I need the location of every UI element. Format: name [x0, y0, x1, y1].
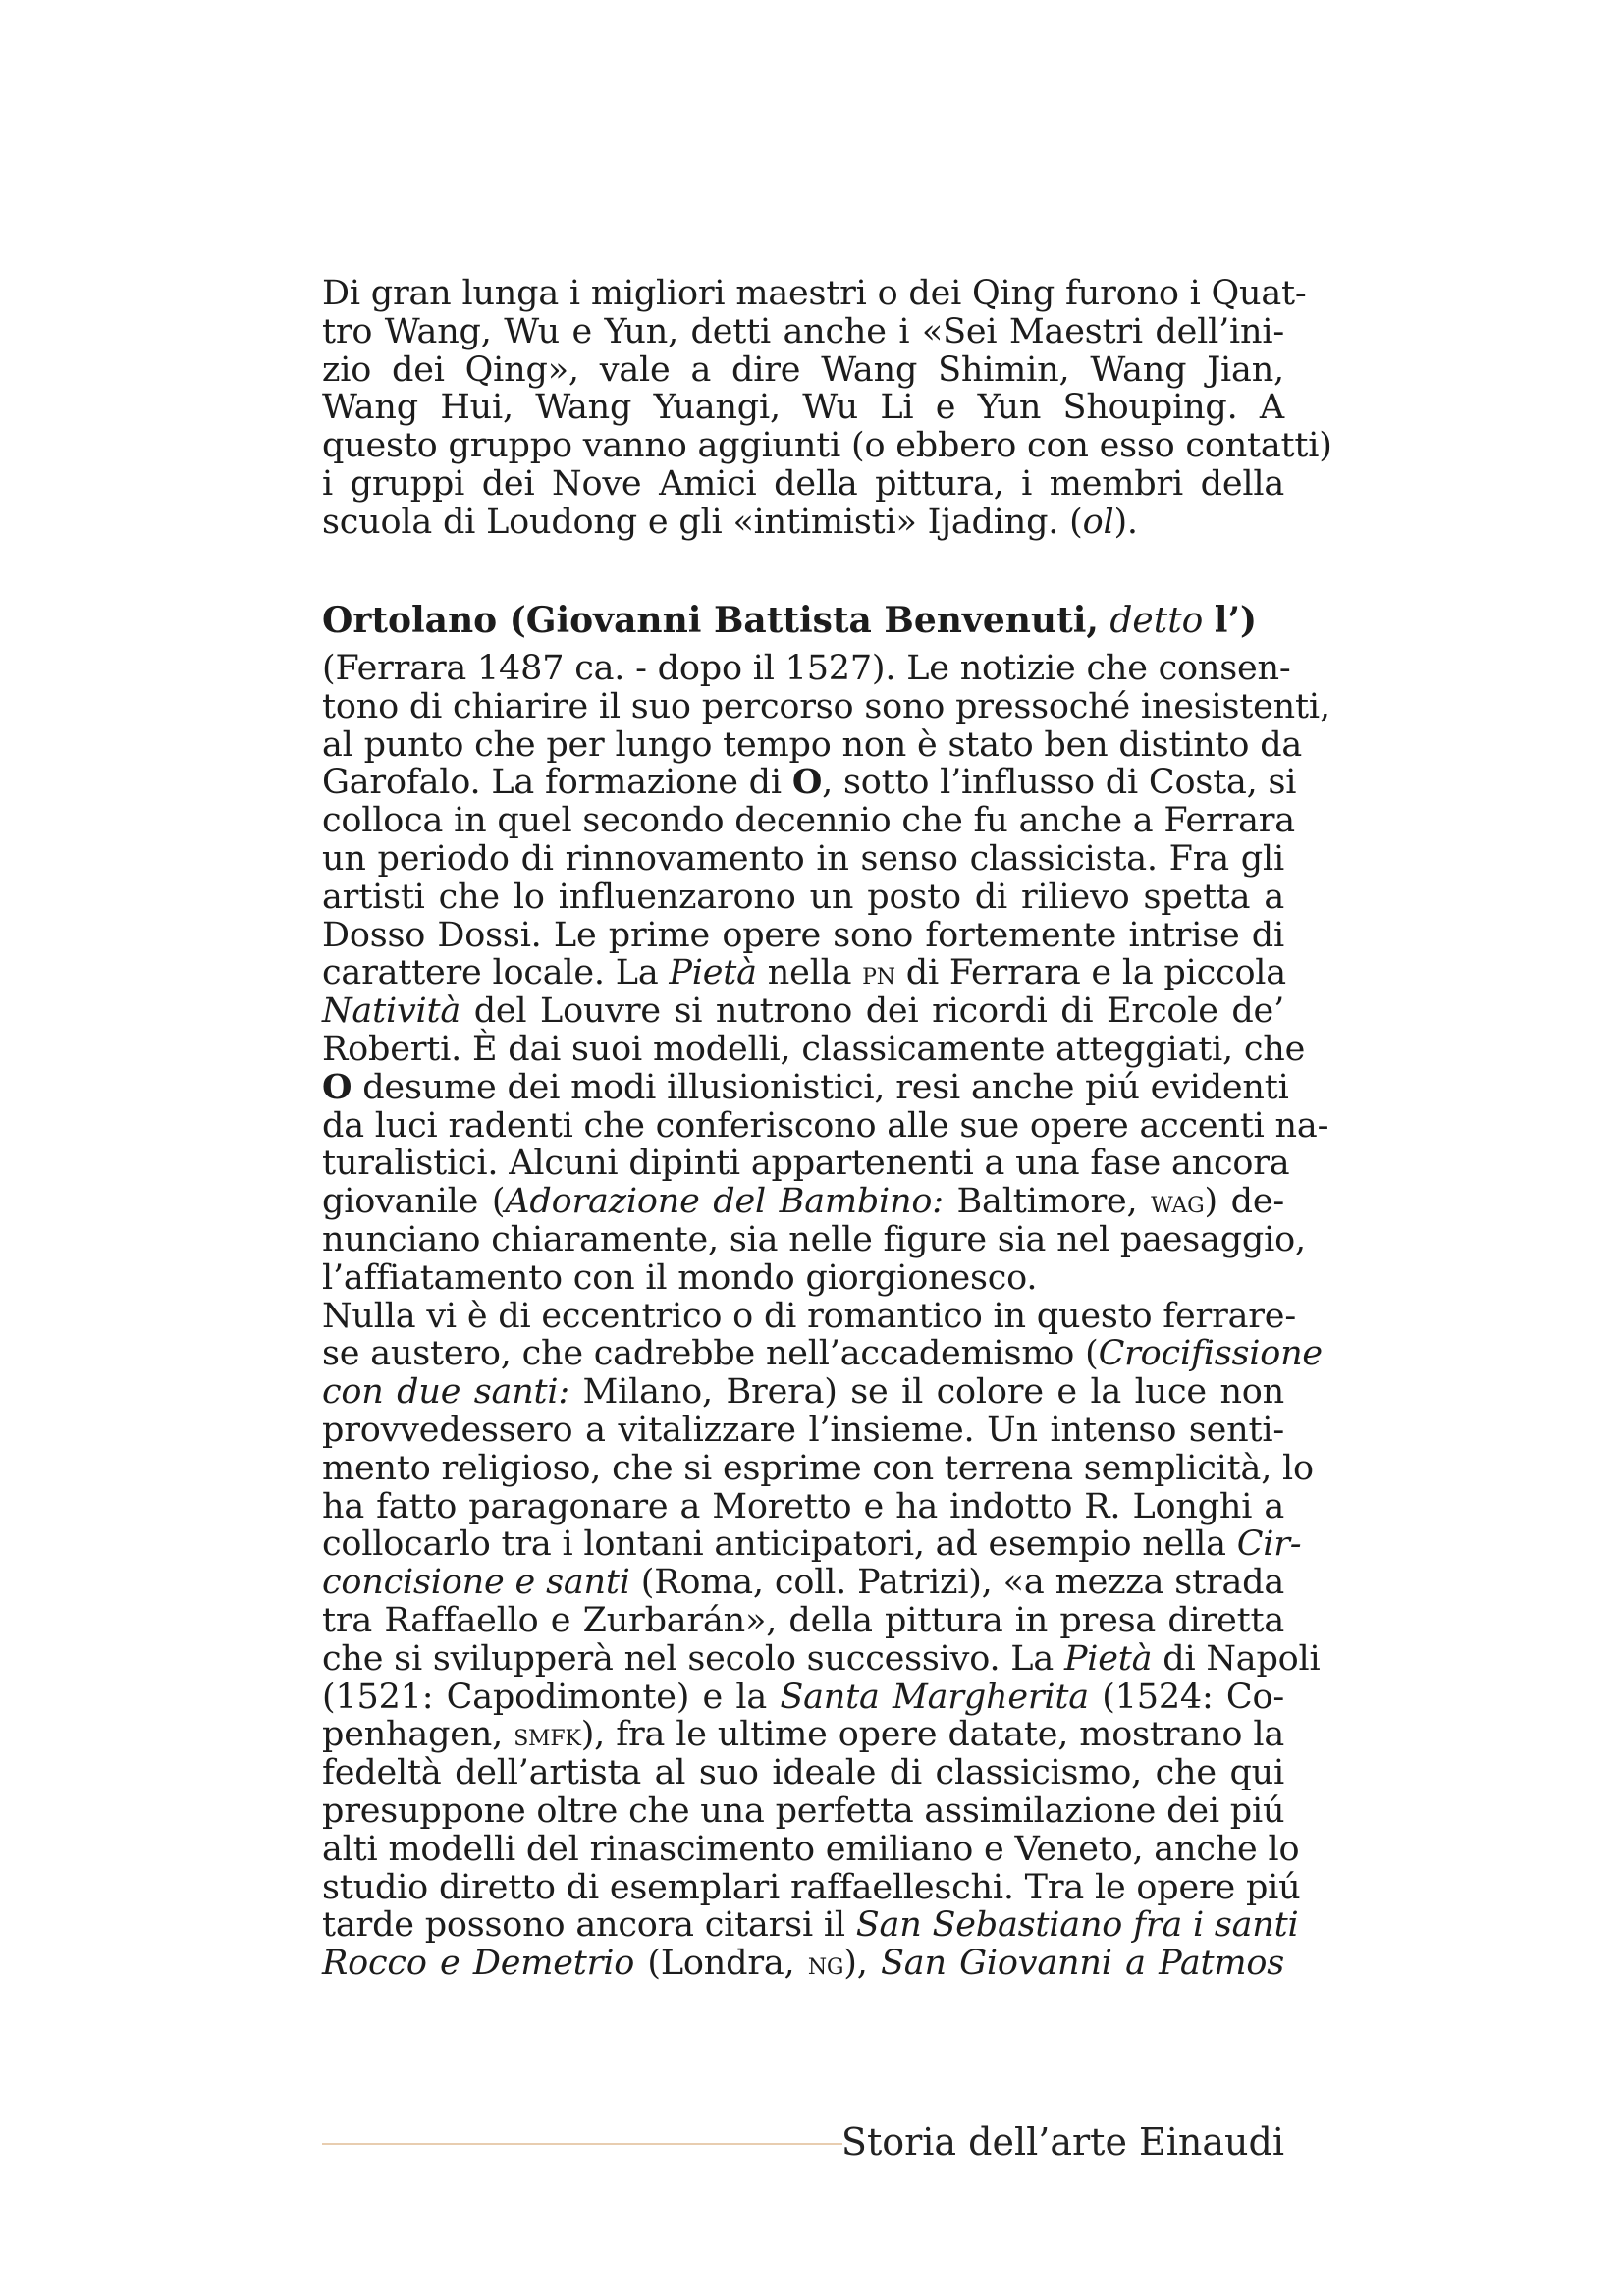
body-line: Rocco e Demetrio (Londra, ng), San Giovanni a Patmos [322, 1944, 1285, 1984]
body-line: tono di chiarire il suo percorso sono pressoché inesistenti, [322, 686, 1330, 726]
footer-rule [322, 2143, 842, 2145]
body-line: un periodo di rinnovamento in senso classicista. Fra gli [322, 838, 1284, 879]
body-line: concisione e santi (Roma, coll. Patrizi), «a mezza strada [322, 1563, 1284, 1603]
body-line: Dosso Dossi. Le prime opere sono fortemente intrise di [322, 915, 1284, 955]
body-line: turalistici. Alcuni dipinti appartenenti a una fase ancora [322, 1144, 1290, 1184]
body-line: che si svilupperà nel secolo successivo. La Pietà di Napoli [322, 1638, 1321, 1679]
body-line: Nulla vi è di eccentrico o di romantico in questo ferrare- [322, 1296, 1296, 1336]
artwork-title: con due santi: [322, 1372, 569, 1413]
museum-abbrev: smfk [514, 1716, 581, 1754]
body-line: O desume dei modi illusionistici, resi anche piú evidenti [322, 1066, 1289, 1107]
body-line: penhagen, smfk), fra le ultime opere datate, mostrano la [322, 1715, 1284, 1755]
body-line: con due santi: Milano, Brera) se il colore e la luce non [322, 1372, 1284, 1413]
body-line: se austero, che cadrebbe nell’accademismo (Crocifissione [322, 1334, 1323, 1374]
intro-line: Wang Hui, Wang Yuangi, Wu Li e Yun Shouping. A [322, 388, 1284, 428]
intro-line-last: scuola di Loudong e gli «intimisti» Ijading. (ol). [322, 502, 1138, 542]
entry-heading [322, 599, 1284, 643]
intro-line: Di gran lunga i migliori maestri o dei Qing furono i Quat- [322, 274, 1307, 313]
body-line: colloca in quel secondo decennio che fu anche a Ferrara [322, 801, 1295, 841]
intro-line: i gruppi dei Nove Amici della pittura, i membri della [322, 463, 1284, 504]
intro-line: tro Wang, Wu e Yun, detti anche i «Sei Maestri dell’ini- [322, 311, 1284, 351]
entry-detto: detto [1109, 601, 1204, 641]
artwork-title: Rocco e Demetrio [322, 1944, 635, 1984]
museum-abbrev: pn [862, 954, 895, 992]
body-line: nunciano chiaramente, sia nelle figure sia nel paesaggio, [322, 1219, 1306, 1259]
body-line: presuppone oltre che una perfetta assimilazione dei piú [322, 1790, 1285, 1831]
artwork-title: Santa Margherita [780, 1677, 1089, 1717]
artwork-title: Pietà [1063, 1638, 1153, 1679]
body-line: (Ferrara 1487 ca. - dopo il 1527). Le notizie che consen- [322, 649, 1291, 688]
intro-paragraph [322, 274, 1332, 542]
artwork-title: San Giovanni a Patmos [881, 1944, 1285, 1984]
artist-initial: O [322, 1066, 352, 1107]
entry-name: Ortolano (Giovanni Battista Benvenuti, [322, 600, 1099, 641]
museum-abbrev: wag [1151, 1183, 1205, 1221]
body-line: Natività del Louvre si nutrono dei ricordi di Ercole de’ [322, 991, 1284, 1032]
artwork-title: Pietà [669, 953, 757, 993]
body-line: ha fatto paragonare a Moretto e ha indotto R. Longhi a [322, 1486, 1284, 1526]
footer-title: Storia dell’arte Einaudi [840, 2120, 1284, 2163]
artwork-title: Cir- [1236, 1524, 1302, 1565]
body-line: alti modelli del rinascimento emiliano e Veneto, anche lo [322, 1829, 1300, 1869]
artwork-title: Natività [322, 991, 461, 1032]
body-line: da luci radenti che conferiscono alle sue opere accenti na- [322, 1105, 1329, 1146]
body-line: artisti che lo influenzarono un posto di rilievo spetta a [322, 877, 1284, 917]
body-line: tarde possono ancora citarsi il San Sebastiano fra i santi [322, 1905, 1299, 1946]
body-line: collocarlo tra i lontani anticipatori, ad esempio nella Cir- [322, 1524, 1302, 1565]
body-line: al punto che per lungo tempo non è stato ben distinto da [322, 724, 1303, 765]
museum-abbrev: ng [807, 1945, 844, 1983]
artwork-title: San Sebastiano fra i santi [855, 1905, 1299, 1946]
body-line: studio diretto di esemplari raffaelleschi. Tra le opere piú [322, 1867, 1301, 1907]
artwork-title: Adorazione del Bambino: [505, 1182, 944, 1222]
intro-line: questo gruppo vanno aggiunti (o ebbero con esso contatti) [322, 426, 1332, 466]
body-line: Roberti. È dai suoi modelli, classicamente atteggiati, che [322, 1029, 1306, 1069]
intro-line: zio dei Qing», vale a dire Wang Shimin, Wang Jian, [322, 349, 1284, 390]
artist-initial: O [791, 762, 823, 803]
entry-body [322, 649, 1330, 1984]
body-line: l’affiatamento con il mondo giorgionesco. [322, 1257, 1038, 1298]
body-line: provvedessero a vitalizzare l’insieme. Un intenso senti- [322, 1410, 1284, 1450]
entry-article: l’) [1214, 600, 1258, 641]
artwork-title: Crocifissione [1098, 1334, 1323, 1374]
author-initials: ol [1082, 502, 1114, 542]
body-line: Garofalo. La formazione di O, sotto l’influsso di Costa, si [322, 762, 1297, 803]
body-line: fedeltà dell’artista al suo ideale di classicismo, che qui [322, 1753, 1284, 1793]
body-line: carattere locale. La Pietà nella pn di Ferrara e la piccola [322, 953, 1286, 993]
body-line: giovanile (Adorazione del Bambino: Baltimore, wag) de- [322, 1182, 1284, 1222]
body-line: (1521: Capodimonte) e la Santa Margherita (1524: Co- [322, 1677, 1284, 1717]
body-line: tra Raffaello e Zurbarán», della pittura in presa diretta [322, 1600, 1284, 1640]
artwork-title: concisione e santi [322, 1563, 630, 1603]
body-line: mento religioso, che si esprime con terrena semplicità, lo [322, 1448, 1314, 1488]
